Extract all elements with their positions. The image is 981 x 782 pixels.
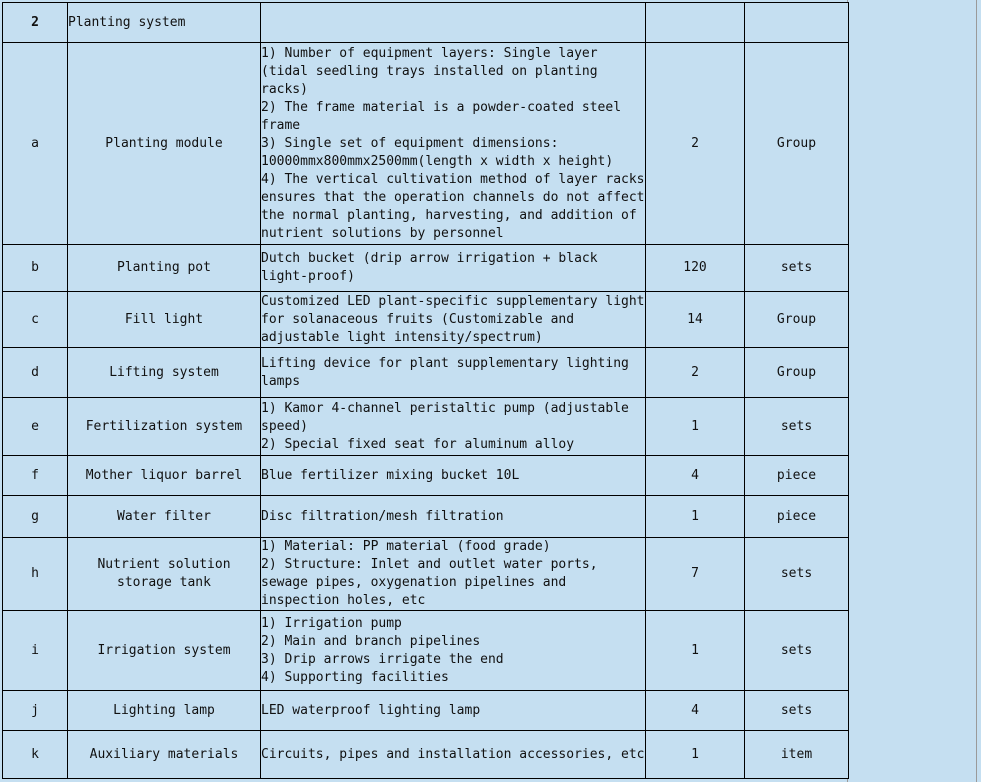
item-unit[interactable]: sets	[745, 611, 849, 691]
table-row	[3, 731, 849, 779]
item-id[interactable]: h	[3, 538, 68, 611]
item-description[interactable]: Blue fertilizer mixing bucket 10L	[261, 456, 646, 496]
item-unit[interactable]: sets	[745, 398, 849, 456]
item-id[interactable]: j	[3, 691, 68, 731]
section-header-row	[3, 3, 849, 43]
item-quantity[interactable]: 4	[646, 691, 745, 731]
item-quantity[interactable]: 1	[646, 731, 745, 779]
item-quantity[interactable]: 14	[646, 292, 745, 348]
item-unit[interactable]: Group	[745, 292, 849, 348]
table-row	[3, 456, 849, 496]
table-row	[3, 43, 849, 245]
item-name[interactable]: Lifting system	[68, 348, 261, 398]
section-number[interactable]: 2	[3, 3, 68, 43]
table-row	[3, 348, 849, 398]
item-unit[interactable]: sets	[745, 245, 849, 292]
table-row	[3, 691, 849, 731]
item-unit[interactable]: Group	[745, 348, 849, 398]
item-unit[interactable]: sets	[745, 691, 849, 731]
section-empty-cell[interactable]	[261, 3, 646, 43]
item-description[interactable]: 1) Number of equipment layers: Single layer (tidal seedling trays installed on planting racks) 2) The frame material is a powder-coated steel frame 3) Single set of equipment dimensions: 10000mmx800mmx2500mm(length x width x height) 4) The vertical cultivation method of layer racks ensures that the operation channels do not affect the normal planting, harvesting, and addition of nutrient solutions by personnel	[261, 43, 646, 245]
item-name[interactable]: Mother liquor barrel	[68, 456, 261, 496]
item-description[interactable]: Customized LED plant-specific supplementary light for solanaceous fruits (Customizable and adjustable light intensity/spectrum)	[261, 292, 646, 348]
section-title[interactable]: Planting system	[68, 3, 261, 43]
item-id[interactable]: f	[3, 456, 68, 496]
item-quantity[interactable]: 1	[646, 398, 745, 456]
item-id[interactable]: e	[3, 398, 68, 456]
item-name[interactable]: Fertilization system	[68, 398, 261, 456]
item-id[interactable]: d	[3, 348, 68, 398]
item-quantity[interactable]: 2	[646, 348, 745, 398]
item-name[interactable]: Auxiliary materials	[68, 731, 261, 779]
item-description[interactable]: 1) Material: PP material (food grade) 2) Structure: Inlet and outlet water ports, sewage pipes, oxygenation pipelines and inspection holes, etc	[261, 538, 646, 611]
item-id[interactable]: g	[3, 496, 68, 538]
section-empty-cell[interactable]	[745, 3, 849, 43]
item-id[interactable]: i	[3, 611, 68, 691]
item-unit[interactable]: piece	[745, 456, 849, 496]
item-id[interactable]: b	[3, 245, 68, 292]
item-unit[interactable]: piece	[745, 496, 849, 538]
empty-grid-column	[847, 0, 977, 782]
item-name[interactable]: Planting pot	[68, 245, 261, 292]
item-name[interactable]: Planting module	[68, 43, 261, 245]
equipment-spec-table	[2, 2, 849, 779]
item-quantity[interactable]: 7	[646, 538, 745, 611]
item-unit[interactable]: item	[745, 731, 849, 779]
table-row	[3, 245, 849, 292]
item-id[interactable]: c	[3, 292, 68, 348]
item-description[interactable]: 1) Irrigation pump 2) Main and branch pipelines 3) Drip arrows irrigate the end 4) Supporting facilities	[261, 611, 646, 691]
item-quantity[interactable]: 120	[646, 245, 745, 292]
item-quantity[interactable]: 4	[646, 456, 745, 496]
item-name[interactable]: Lighting lamp	[68, 691, 261, 731]
item-quantity[interactable]: 2	[646, 43, 745, 245]
item-description[interactable]: Circuits, pipes and installation accessories, etc	[261, 731, 646, 779]
item-id[interactable]: k	[3, 731, 68, 779]
table-row	[3, 496, 849, 538]
item-name[interactable]: Irrigation system	[68, 611, 261, 691]
item-id[interactable]: a	[3, 43, 68, 245]
section-empty-cell[interactable]	[646, 3, 745, 43]
item-unit[interactable]: Group	[745, 43, 849, 245]
item-description[interactable]: 1) Kamor 4-channel peristaltic pump (adjustable speed) 2) Special fixed seat for aluminum alloy	[261, 398, 646, 456]
table-row	[3, 398, 849, 456]
item-description[interactable]: Dutch bucket (drip arrow irrigation + black light-proof)	[261, 245, 646, 292]
item-quantity[interactable]: 1	[646, 611, 745, 691]
item-description[interactable]: Lifting device for plant supplementary lighting lamps	[261, 348, 646, 398]
table-row	[3, 611, 849, 691]
item-name[interactable]: Nutrient solution storage tank	[68, 538, 261, 611]
item-name[interactable]: Fill light	[68, 292, 261, 348]
item-description[interactable]: Disc filtration/mesh filtration	[261, 496, 646, 538]
table-row	[3, 292, 849, 348]
item-quantity[interactable]: 1	[646, 496, 745, 538]
item-unit[interactable]: sets	[745, 538, 849, 611]
table-row	[3, 538, 849, 611]
item-description[interactable]: LED waterproof lighting lamp	[261, 691, 646, 731]
item-name[interactable]: Water filter	[68, 496, 261, 538]
